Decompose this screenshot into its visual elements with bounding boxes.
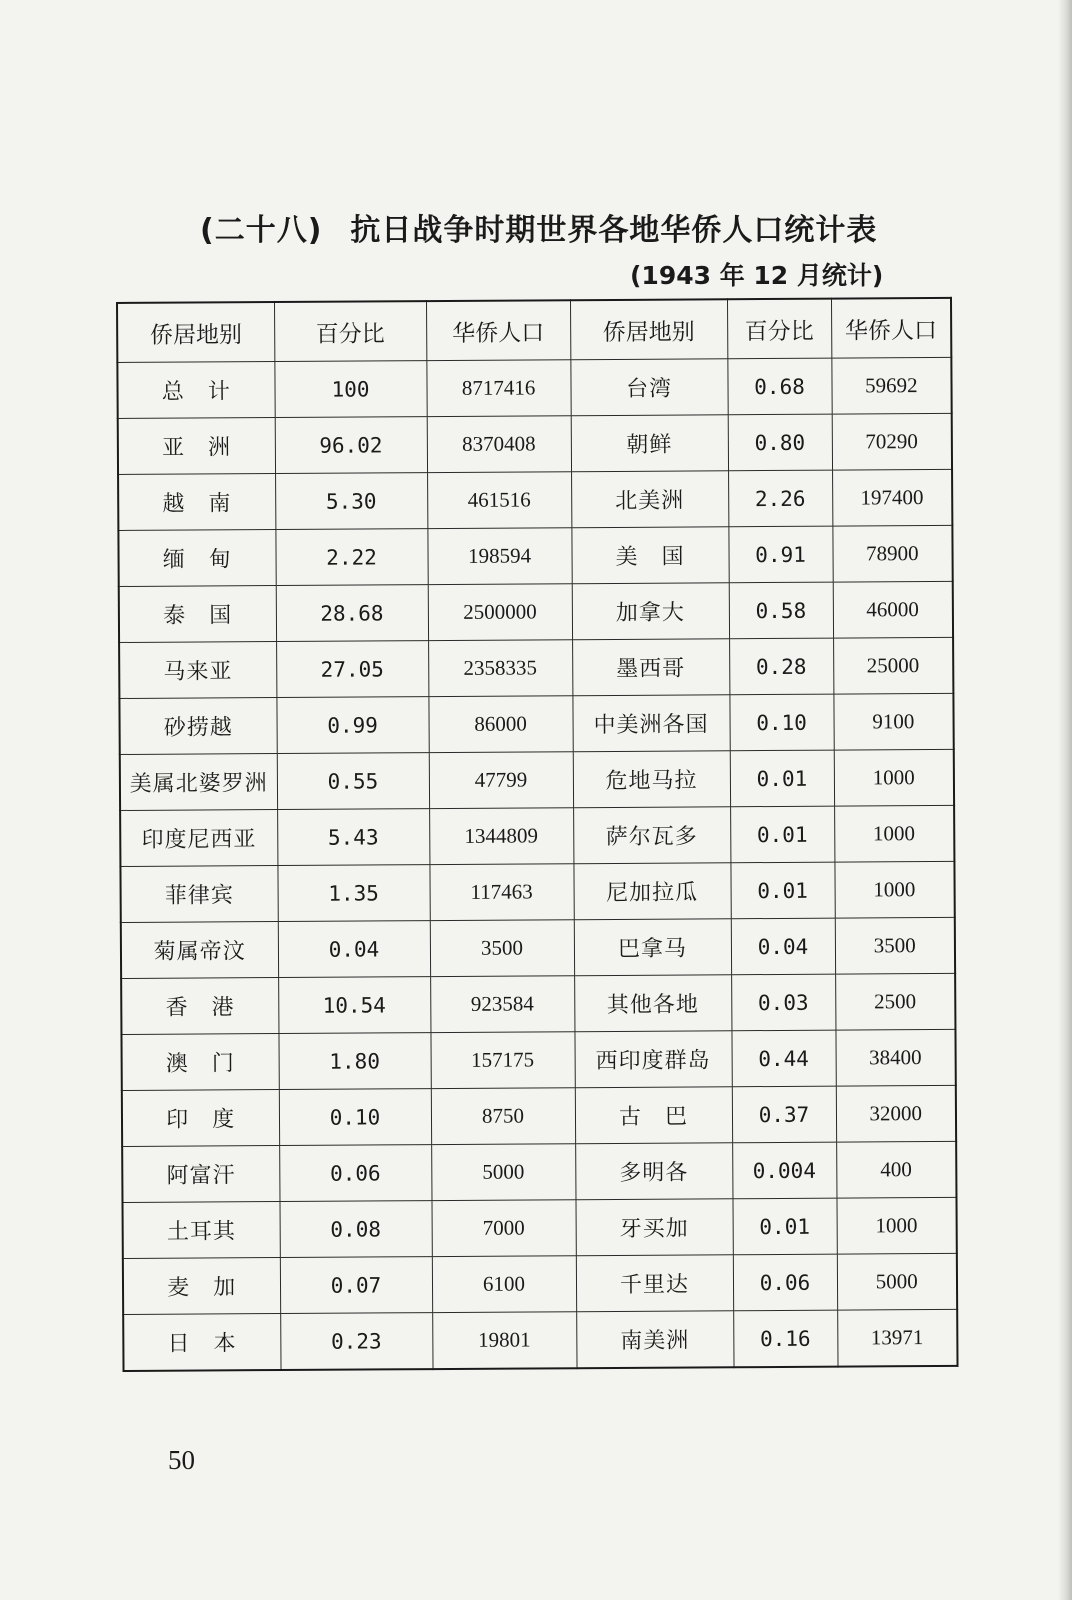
percentage-cell: 0.80 <box>728 414 832 471</box>
percentage-cell: 28.68 <box>276 585 428 642</box>
population-cell: 8370408 <box>427 416 571 473</box>
location-cell: 朝鲜 <box>571 415 728 472</box>
percentage-cell: 5.43 <box>277 809 429 866</box>
population-cell: 3500 <box>430 920 574 977</box>
population-cell: 3500 <box>835 917 955 974</box>
population-cell: 32000 <box>836 1085 956 1142</box>
population-cell: 8750 <box>431 1088 575 1145</box>
population-cell: 923584 <box>430 976 574 1033</box>
location-cell: 尼加拉瓜 <box>573 863 730 920</box>
table-row <box>120 749 954 810</box>
location-cell: 古 巴 <box>575 1087 732 1144</box>
table-row <box>122 1085 956 1146</box>
overseas-chinese-population-table <box>116 297 959 1372</box>
location-cell: 越 南 <box>118 474 275 531</box>
table-row <box>122 1141 956 1202</box>
location-cell: 美 国 <box>571 527 728 584</box>
table-number: (二十八) <box>200 213 323 248</box>
percentage-cell: 0.44 <box>731 1030 835 1087</box>
percentage-cell: 0.10 <box>279 1089 431 1146</box>
location-cell: 千里达 <box>576 1255 733 1312</box>
percentage-cell: 0.16 <box>733 1310 837 1367</box>
percentage-cell: 1.80 <box>278 1033 430 1090</box>
percentage-cell: 0.23 <box>280 1313 432 1370</box>
population-cell: 197400 <box>832 469 952 526</box>
location-cell: 萨尔瓦多 <box>573 807 730 864</box>
population-cell: 25000 <box>833 637 953 694</box>
location-cell: 砂捞越 <box>119 698 276 755</box>
table-row <box>123 1197 957 1258</box>
location-cell: 巴拿马 <box>574 919 731 976</box>
percentage-cell: 0.99 <box>276 697 428 754</box>
percentage-cell: 0.004 <box>732 1142 836 1199</box>
population-cell: 70290 <box>832 413 952 470</box>
table-row <box>121 973 955 1034</box>
table-row <box>120 861 954 922</box>
population-cell: 9100 <box>833 693 953 750</box>
population-cell: 59692 <box>831 357 951 414</box>
table-row <box>119 693 953 754</box>
population-cell: 86000 <box>428 696 572 753</box>
percentage-cell: 100 <box>274 361 426 418</box>
location-cell: 多明各 <box>575 1143 732 1200</box>
percentage-cell: 5.30 <box>275 473 427 530</box>
percentage-cell: 2.26 <box>728 470 832 527</box>
location-cell: 马来亚 <box>119 642 276 699</box>
column-header: 百分比 <box>727 299 831 359</box>
population-cell: 400 <box>836 1141 956 1198</box>
location-cell: 牙买加 <box>575 1199 732 1256</box>
population-cell: 7000 <box>431 1200 575 1257</box>
percentage-cell: 0.04 <box>731 918 835 975</box>
location-cell: 中美洲各国 <box>572 695 729 752</box>
table-row <box>121 1029 955 1090</box>
percentage-cell: 0.01 <box>732 1198 836 1255</box>
location-cell: 麦 加 <box>123 1258 280 1315</box>
location-cell: 南美洲 <box>576 1311 733 1368</box>
percentage-cell: 0.06 <box>733 1254 837 1311</box>
statistics-date: (1943 年 12 月统计) <box>630 261 884 290</box>
location-cell: 香 港 <box>121 978 278 1035</box>
table-row <box>118 525 952 586</box>
location-cell: 缅 甸 <box>118 530 275 587</box>
percentage-cell: 0.08 <box>279 1201 431 1258</box>
table-body <box>117 357 957 1371</box>
location-cell: 土耳其 <box>123 1202 280 1259</box>
population-cell: 1000 <box>834 861 954 918</box>
percentage-cell: 0.06 <box>279 1145 431 1202</box>
location-cell: 阿富汗 <box>122 1146 279 1203</box>
percentage-cell: 10.54 <box>278 977 430 1034</box>
location-cell: 其他各地 <box>574 975 731 1032</box>
population-cell: 13971 <box>837 1309 957 1366</box>
location-cell: 美属北婆罗洲 <box>120 754 277 811</box>
population-cell: 2500 <box>835 973 955 1030</box>
column-header: 侨居地别 <box>570 299 727 359</box>
percentage-cell: 0.55 <box>277 753 429 810</box>
table-row <box>120 805 954 866</box>
percentage-cell: 0.58 <box>729 582 833 639</box>
percentage-cell: 27.05 <box>276 641 428 698</box>
percentage-cell: 0.01 <box>730 806 834 863</box>
location-cell: 西印度群岛 <box>574 1031 731 1088</box>
percentage-cell: 0.10 <box>729 694 833 751</box>
table-row <box>119 637 953 698</box>
location-cell: 菊属帝汶 <box>121 922 278 979</box>
population-cell: 2500000 <box>428 584 572 641</box>
table-container <box>116 297 956 1357</box>
percentage-cell: 0.68 <box>727 358 831 415</box>
population-cell: 5000 <box>431 1144 575 1201</box>
location-cell: 澳 门 <box>121 1034 278 1091</box>
column-header: 百分比 <box>274 301 426 361</box>
population-cell: 6100 <box>432 1256 576 1313</box>
location-cell: 菲律宾 <box>120 866 277 923</box>
column-header: 华侨人口 <box>426 300 570 360</box>
table-row <box>118 413 952 474</box>
population-cell: 2358335 <box>428 640 572 697</box>
table-row <box>117 357 951 418</box>
location-cell: 泰 国 <box>119 586 276 643</box>
table-row <box>123 1309 957 1371</box>
population-cell: 38400 <box>835 1029 955 1086</box>
header-row <box>117 298 951 363</box>
location-cell: 印 度 <box>122 1090 279 1147</box>
percentage-cell: 0.01 <box>730 750 834 807</box>
population-cell: 46000 <box>833 581 953 638</box>
table-row <box>118 469 952 530</box>
population-cell: 78900 <box>832 525 952 582</box>
population-cell: 5000 <box>837 1253 957 1310</box>
percentage-cell: 0.03 <box>731 974 835 1031</box>
percentage-cell: 0.04 <box>278 921 430 978</box>
percentage-cell: 1.35 <box>277 865 429 922</box>
percentage-cell: 0.01 <box>730 862 834 919</box>
page-number: 50 <box>168 1445 195 1475</box>
table-row <box>123 1253 957 1314</box>
population-cell: 19801 <box>432 1312 576 1369</box>
table-title: 抗日战争时期世界各地华侨人口统计表 <box>350 213 878 248</box>
column-header: 华侨人口 <box>831 298 951 358</box>
population-cell: 1000 <box>834 749 954 806</box>
population-cell: 198594 <box>427 528 571 585</box>
location-cell: 亚 洲 <box>118 418 275 475</box>
location-cell: 墨西哥 <box>572 639 729 696</box>
location-cell: 加拿大 <box>572 583 729 640</box>
percentage-cell: 0.07 <box>280 1257 432 1314</box>
percentage-cell: 0.28 <box>729 638 833 695</box>
table-row <box>121 917 955 978</box>
location-cell: 北美洲 <box>571 471 728 528</box>
percentage-cell: 96.02 <box>275 417 427 474</box>
percentage-cell: 0.37 <box>732 1086 836 1143</box>
population-cell: 1000 <box>836 1197 956 1254</box>
population-cell: 1000 <box>834 805 954 862</box>
population-cell: 8717416 <box>426 360 570 417</box>
population-cell: 461516 <box>427 472 571 529</box>
page-title <box>200 205 877 249</box>
table-row <box>119 581 953 642</box>
location-cell: 日 本 <box>123 1314 280 1371</box>
percentage-cell: 0.91 <box>728 526 832 583</box>
population-cell: 1344809 <box>429 808 573 865</box>
location-cell: 台湾 <box>570 359 727 416</box>
location-cell: 总 计 <box>117 362 274 419</box>
location-cell: 危地马拉 <box>573 751 730 808</box>
page-edge-shadow <box>1058 0 1072 1600</box>
population-cell: 117463 <box>429 864 573 921</box>
percentage-cell: 2.22 <box>275 529 427 586</box>
population-cell: 157175 <box>430 1032 574 1089</box>
population-cell: 47799 <box>429 752 573 809</box>
column-header: 侨居地别 <box>117 302 274 362</box>
location-cell: 印度尼西亚 <box>120 810 277 867</box>
